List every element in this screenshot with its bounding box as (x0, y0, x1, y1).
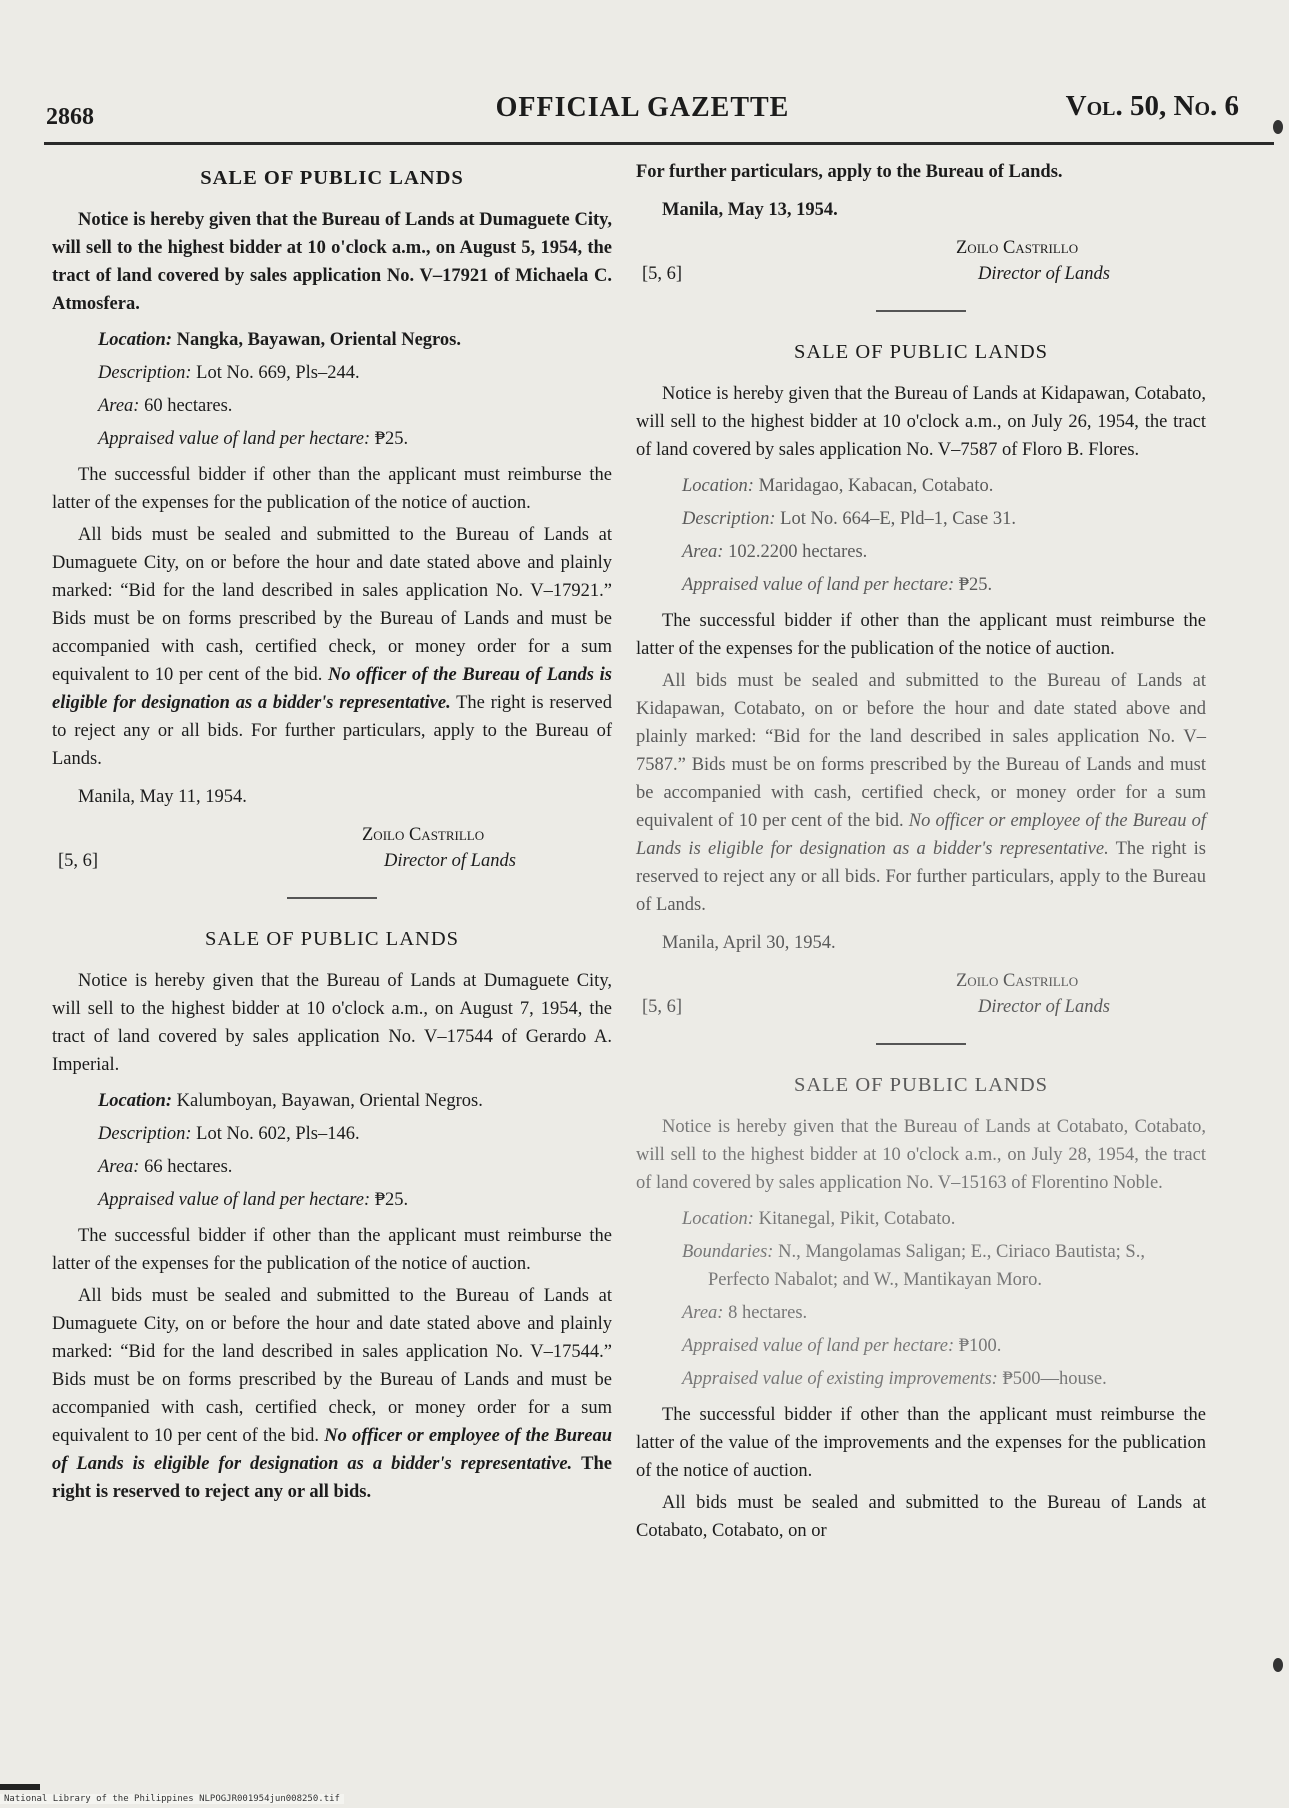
notice-1 (52, 164, 612, 875)
signature-block (52, 815, 612, 875)
notice-title: SALE OF PUBLIC LANDS (793, 1074, 1049, 1096)
page-number: 2868 (46, 104, 94, 130)
detail-area: Area: 102.2200 hectares. (682, 542, 868, 562)
lot-details (52, 1087, 612, 1214)
notice-paragraph: The successful bidder if other than the applicant must reimburse the latter of the expenses for the publication of the notice of auction. (636, 611, 1206, 659)
signature-block (636, 961, 1206, 1021)
section-divider (287, 897, 377, 899)
issue-reference: [5, 6] (58, 851, 99, 871)
notice-title: SALE OF PUBLIC LANDS (204, 928, 460, 950)
signer-office: Director of Lands (978, 264, 1110, 284)
page-header (46, 82, 1239, 132)
notice-intro: Notice is hereby given that the Bureau of Lands at Cotabato, Cotabato, will sell to the highest bidder at 10 o'clock a.m., on July 28, 1954, the tract of land covered by sales application No. V–15163 of Florentino Noble. (636, 1117, 1206, 1193)
dateline: Manila, April 30, 1954. (662, 933, 836, 953)
notice-paragraph: All bids must be sealed and submitted to the Bureau of Lands at Kidapawan, Cotabato, on or before the hour and date stated above and plainly marked: “Bid for the land described in sales application No. V–7587.” Bids must be on forms prescribed by the Bureau of Lands and must be accompanied with cash, certified check, or money order for a sum equivalent of 10 per cent of the bid. No officer or employee of the Bureau of Lands is eligible for designation as a bidder's representative. The right is reserved to reject any or all bids. For further particulars, apply to the Bureau of Lands. (636, 671, 1206, 915)
detail-description: Description: Lot No. 669, Pls–244. (98, 363, 360, 383)
notice-continuation: For further particulars, apply to the Bureau of Lands. (636, 162, 1063, 182)
signature-block (636, 228, 1206, 288)
notice-intro: Notice is hereby given that the Bureau of Lands at Dumaguete City, will sell to the highest bidder at 10 o'clock a.m., on August 7, 1954, the tract of land covered by sales application No. V–17544 of Gerardo A. Imperial. (52, 971, 612, 1075)
lot-details (52, 326, 612, 453)
notice-intro: Notice is hereby given that the Bureau of Lands at Dumaguete City, will sell to the highest bidder at 10 o'clock a.m., on August 5, 1954, the tract of land covered by sales application No. V–17921 of Michaela C. Atmosfera. (52, 210, 612, 314)
notice-3 (636, 338, 1206, 1021)
dateline: Manila, May 13, 1954. (662, 200, 838, 220)
notice-intro: Notice is hereby given that the Bureau of Lands at Kidapawan, Cotabato, will sell to the highest bidder at 10 o'clock a.m., on July 26, 1954, the tract of land covered by sales application No. V–7587 of Floro B. Flores. (636, 384, 1206, 460)
signer-office: Director of Lands (384, 851, 516, 871)
scan-artifact (1273, 1658, 1283, 1672)
detail-area: Area: 66 hectares. (98, 1157, 233, 1177)
publication-title: OFFICIAL GAZETTE (495, 92, 790, 123)
notice-4 (636, 1071, 1206, 1545)
notice-paragraph: The successful bidder if other than the applicant must reimburse the latter of the value of the improvements and the expenses for the publication of the notice of auction. (636, 1405, 1206, 1481)
volume-number: Vol. 50, No. 6 (1065, 90, 1239, 122)
section-divider (876, 1043, 966, 1045)
header-rule (44, 142, 1274, 145)
detail-description: Description: Lot No. 602, Pls–146. (98, 1124, 360, 1144)
detail-boundaries: Boundaries: N., Mangolamas Saligan; E., Ciriaco Bautista; S., Perfecto Nabalot; and W., Mantikayan Moro. (682, 1242, 1145, 1290)
signer-name: Zoilo Castrillo (362, 825, 485, 845)
detail-appraised-value: Appraised value of land per hectare: ₱100. (682, 1336, 1002, 1356)
signer-name: Zoilo Castrillo (956, 971, 1079, 991)
dateline: Manila, May 11, 1954. (78, 787, 247, 807)
signer-office: Director of Lands (978, 997, 1110, 1017)
notice-2 (52, 925, 612, 1506)
detail-improvements-value: Appraised value of existing improvements: ₱500—house. (682, 1369, 1107, 1389)
scan-footer: National Library of the Philippines NLPOGJR001954jun008250.tif (0, 1794, 344, 1804)
notice-title: SALE OF PUBLIC LANDS (200, 167, 464, 189)
detail-appraised-value: Appraised value of land per hectare: ₱25. (682, 575, 993, 595)
notice-paragraph: The successful bidder if other than the applicant must reimburse the latter of the expenses for the publication of the notice of auction. (52, 1226, 612, 1274)
detail-appraised-value: Appraised value of land per hectare: ₱25. (98, 429, 409, 449)
notice-2-continued (636, 158, 1206, 288)
detail-area: Area: 60 hectares. (98, 396, 233, 416)
detail-location: Location: Maridagao, Kabacan, Cotabato. (682, 476, 994, 496)
lot-details (636, 1205, 1206, 1393)
right-column (636, 158, 1206, 1549)
notice-title: SALE OF PUBLIC LANDS (793, 341, 1049, 363)
signer-name: Zoilo Castrillo (956, 238, 1079, 258)
detail-area: Area: 8 hectares. (682, 1303, 808, 1323)
lot-details (636, 472, 1206, 599)
notice-paragraph: The successful bidder if other than the applicant must reimburse the latter of the expenses for the publication of the notice of auction. (52, 465, 612, 513)
detail-location: Location: Kitanegal, Pikit, Cotabato. (682, 1209, 956, 1229)
issue-reference: [5, 6] (642, 997, 683, 1017)
left-column (52, 158, 612, 1510)
notice-paragraph: All bids must be sealed and submitted to the Bureau of Lands at Dumaguete City, on or before the hour and date stated above and plainly marked: “Bid for the land described in sales application No. V–17921.” Bids must be on forms prescribed by the Bureau of Lands and must be accompanied with cash, certified check, or money order for a sum equivalent to 10 per cent of the bid. No officer of the Bureau of Lands is eligible for designation as a bidder's representative. The right is reserved to reject any or all bids. For further particulars, apply to the Bureau of Lands. (52, 525, 613, 769)
scan-margin-bar (0, 1784, 40, 1790)
detail-location: Location: Nangka, Bayawan, Oriental Negros. (98, 330, 461, 350)
notice-paragraph: All bids must be sealed and submitted to the Bureau of Lands at Cotabato, Cotabato, on or (636, 1493, 1206, 1541)
scan-artifact (1273, 120, 1283, 134)
section-divider (876, 310, 966, 312)
detail-description: Description: Lot No. 664–E, Pld–1, Case 31. (682, 509, 1017, 529)
detail-location: Location: Kalumboyan, Bayawan, Oriental Negros. (98, 1091, 483, 1111)
issue-reference: [5, 6] (642, 264, 683, 284)
detail-appraised-value: Appraised value of land per hectare: ₱25. (98, 1190, 409, 1210)
notice-paragraph: All bids must be sealed and submitted to the Bureau of Lands at Dumaguete City, on or before the hour and date stated above and plainly marked: “Bid for the land described in sales application No. V–17544.” Bids must be on forms prescribed by the Bureau of Lands and must be accompanied with cash, certified check, or money order for a sum equivalent to 10 per cent of the bid. No officer or employee of the Bureau of Lands is eligible for designation as a bidder's representative. The right is reserved to reject any or all bids. (52, 1286, 613, 1502)
